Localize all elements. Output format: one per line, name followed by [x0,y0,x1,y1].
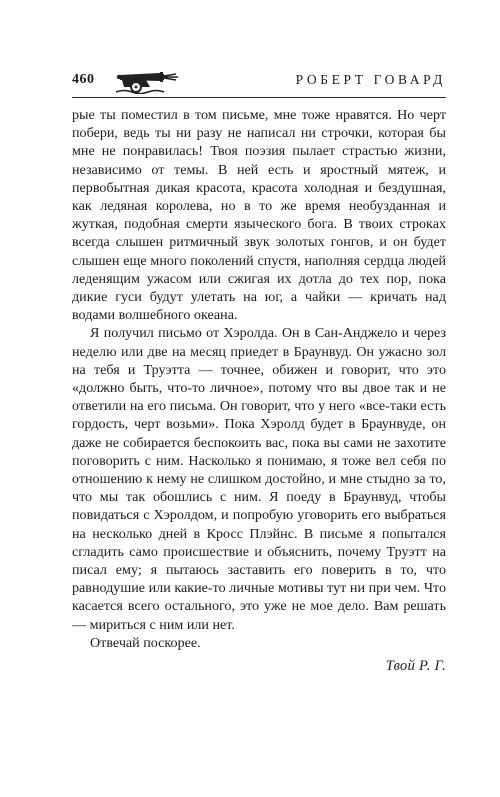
cannon-ornament-icon [116,68,180,94]
running-head: РОБЕРТ ГОВАРД [295,72,446,87]
header-rule [72,97,446,98]
page-header [72,66,446,96]
paragraph-harold-letter: Я получил письмо от Хэролда. Он в Сан-Анджело и через неделю или две на месяц приедет в Браунвуд. Он ужасно зол на тебя и Труэтта — точнее, обижен и говорит, что это «должно быть, что-то личное», потому что вы двое так и не ответили на его письма. Он говорит, что у него «все-таки есть гордость, черт возьми». Пока Хэролд будет в Браунвуде, он даже не собирается беспокоить вас, пока вы сами не захотите поговорить с ним. Насколько я понимаю, я тоже вел себя по отношению к нему не слишком достойно, и мне стыдно за то, что мы так обошлись с ним. Я поеду в Браунвуд, чтобы повидаться с Хэролдом, и попробую уговорить его выбраться на несколько дней в Кросс Плэйнс. В письме я попытался сгладить само происшествие и объяснить, почему Труэтт на писал ему; я пытаюсь заставить его поверить в то, что равнодушие или какие-то личные мотивы тут ни при чем. Что касается всего остального, это уже не мое дело. Вам решать — мириться с ним или нет. [72,325,446,633]
paragraph-reply-request: Отвечай поскорее. [90,634,201,651]
signature: Твой Р. Г. [385,658,446,674]
body-text [72,106,446,652]
paragraph-continuation: рые ты поместил в том письме, мне тоже нравятся. Но черт побери, ведь ты ни разу не написал ни строчки, которая бы мне не понравилась! Твоя поэзия пылает страстью жизни, независимо от темы. В ней есть и яростный мятеж, и первобытная дикая красота, красота холодная и бездушная, как ледяная королева, но в то же время необузданная и жуткая, подобная смерти языческого бога. В твоих строках всегда слышен ритмичный звук золотых гонгов, и он будет слышен еще много поколений спустя, наполняя сердца людей леденящим ужасом или сжигая их дотла до тех пор, пока дикие гуси будут улетать на юг, а чайки — кричать над водами волшебного океана. [72,107,446,324]
page-number: 460 [72,72,95,87]
